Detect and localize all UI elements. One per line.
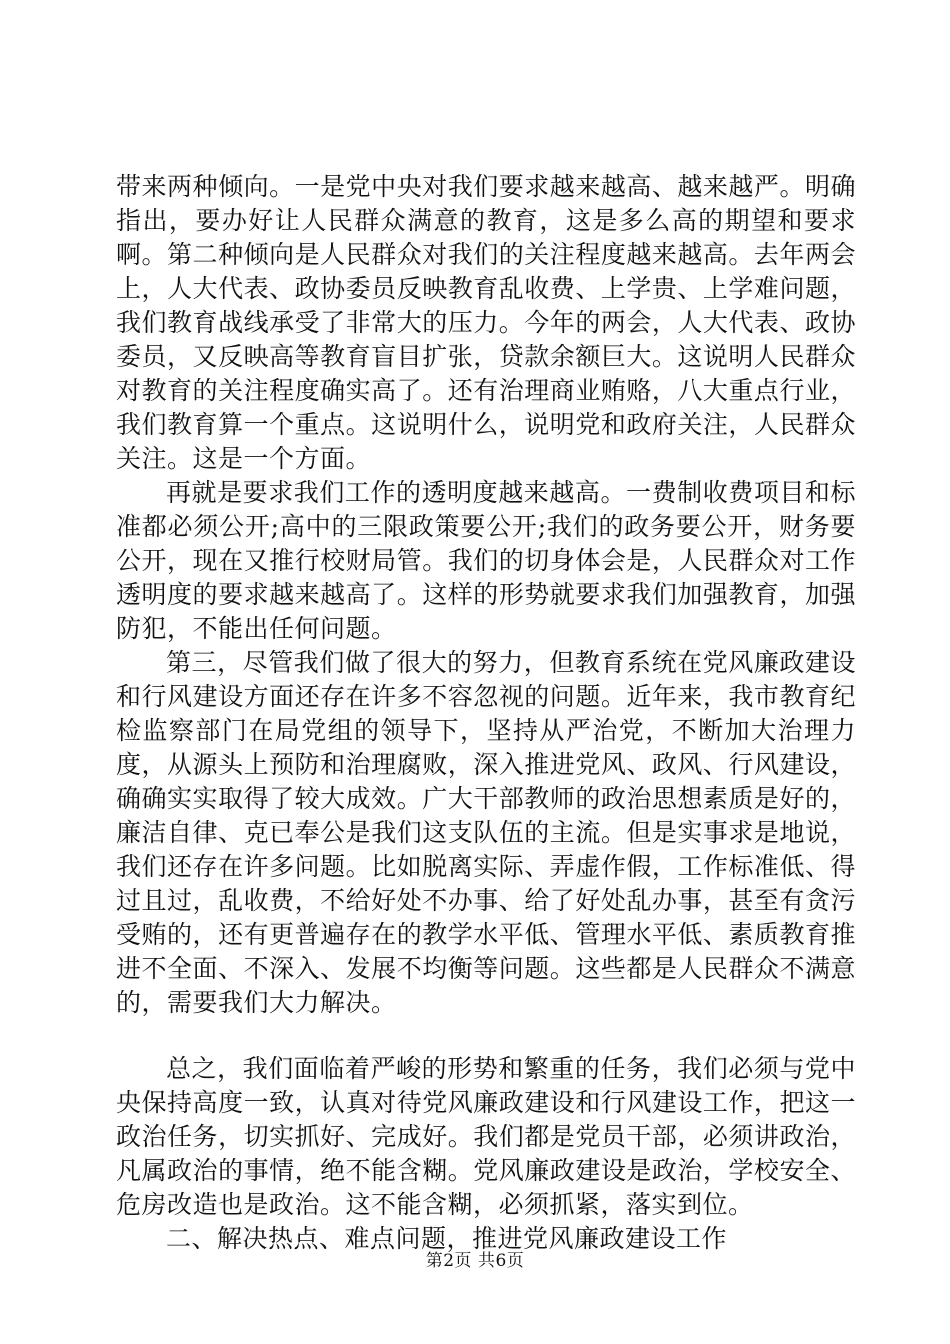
document-body	[116, 170, 856, 1256]
section-heading: 二、解决热点、难点问题，推进党风廉政建设工作	[166, 1224, 728, 1253]
paragraph-2: 再就是要求我们工作的透明度越来越高。一费制收费项目和标准都必须公开;高中的三限政策要公开;我们的政务要公开，财务要公开，现在又推行校财局管。我们的切身体会是，人民群众对工作透明度的要求越来越高了。这样的形势就要求我们加强教育，加强防犯，不能出任何问题。	[116, 478, 856, 643]
paragraph-3: 第三，尽管我们做了很大的努力，但教育系统在党风廉政建设和行风建设方面还存在许多不容忽视的问题。近年来，我市教育纪检监察部门在局党组的领导下，坚持从严治党，不断加大治理力度，从源头上预防和治理腐败，深入推进党风、政风、行风建设，确确实实取得了较大成效。广大干部教师的政治思想素质是好的，廉洁自律、克已奉公是我们这支队伍的主流。但是实事求是地说，我们还存在许多问题。比如脱离实际、弄虚作假，工作标准低、得过且过，乱收费，不给好处不办事、给了好处乱办事，甚至有贪污受贿的，还有更普遍存在的教学水平低、管理水平低、素质教育推进不全面、不深入、发展不均衡等问题。这些都是人民群众不满意的，需要我们大力解决。	[116, 648, 856, 1017]
paragraph-4: 总之，我们面临着严峻的形势和繁重的任务，我们必须与党中央保持高度一致，认真对待党风廉政建设和行风建设工作，把这一政治任务，切实抓好、完成好。我们都是党员干部，必须讲政治，凡属政治的事情，绝不能含糊。党风廉政建设是政治，学校安全、危房改造也是政治。这不能含糊，必须抓紧，落实到位。	[116, 1054, 856, 1219]
paragraph-1: 带来两种倾向。一是党中央对我们要求越来越高、越来越严。明确指出，要办好让人民群众满意的教育，这是多么高的期望和要求啊。第二种倾向是人民群众对我们的关注程度越来越高。去年两会上，人大代表、政协委员反映教育乱收费、上学贵、上学难问题，我们教育战线承受了非常大的压力。今年的两会，人大代表、政协委员，又反映高等教育盲目扩张，贷款余额巨大。这说明人民群众对教育的关注程度确实高了。还有治理商业贿赂，八大重点行业，我们教育算一个重点。这说明什么，说明党和政府关注，人民群众关注。这是一个方面。	[116, 172, 856, 473]
page-footer: 第2页 共6页	[425, 1251, 525, 1271]
paragraph-gap	[116, 1020, 856, 1052]
